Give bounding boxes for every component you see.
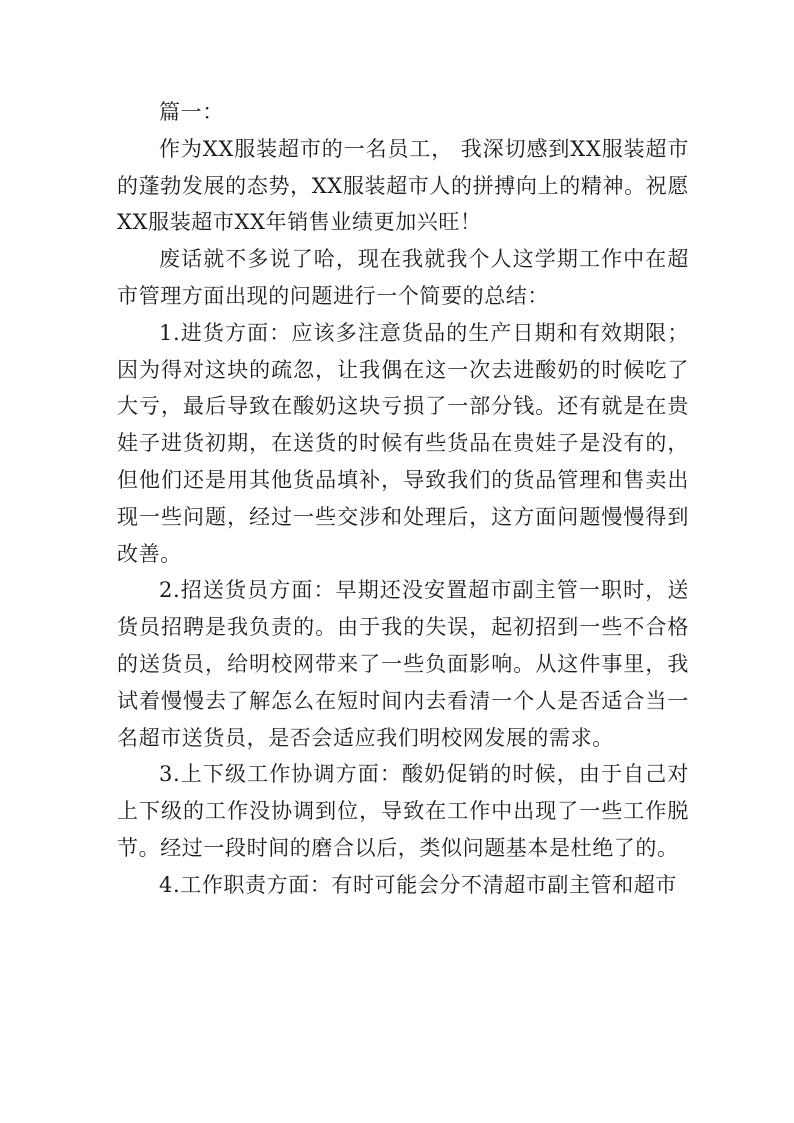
paragraph-coordination: 3.上下级工作协调方面：酸奶促销的时候，由于自己对上下级的工作没协调到位，导致在工作中出现了一些工作脱节。经过一段时间的磨合以后，类似问题基本是杜绝了的。 [117, 762, 689, 860]
paragraph-preface: 废话就不多说了哈，现在我就我个人这学期工作中在超市管理方面出现的问题进行一个简要的总结： [117, 247, 689, 308]
paragraph-responsibilities: 4.工作职责方面：有时可能会分不清超市副主管和超市 [159, 872, 678, 897]
paragraph-delivery-staff: 2.招送货员方面：早期还没安置超市副主管一职时，送货员招聘是我负责的。由于我的失误，起初招到一些不合格的送货员，给明校网带来了一些负面影响。从这件事里，我试着慢慢去了解怎么在短时间内去看清一个人是否适合当一名超市送货员，是否会适应我们明校网发展的需求。 [117, 578, 689, 750]
document-body [117, 94, 689, 904]
paragraph-intro: 作为XX服装超市的一名员工， 我深切感到XX服装超市的蓬勃发展的态势，XX服装超市人的拼搏向上的精神。祝愿XX服装超市XX年销售业绩更加兴旺！ [117, 136, 689, 235]
section-heading: 篇一： [159, 100, 224, 124]
paragraph-purchasing: 1.进货方面：应该多注意货品的生产日期和有效期限；因为得对这块的疏忽，让我偶在这一次去进酸奶的时候吃了大亏，最后导致在酸奶这块亏损了一部分钱。还有就是在贵娃子进货初期，在送货的时候有些货品在贵娃子是没有的，但他们还是用其他货品填补，导致我们的货品管理和售卖出现一些问题，经过一些交涉和处理后，这方面问题慢慢得到改善。 [117, 320, 689, 566]
